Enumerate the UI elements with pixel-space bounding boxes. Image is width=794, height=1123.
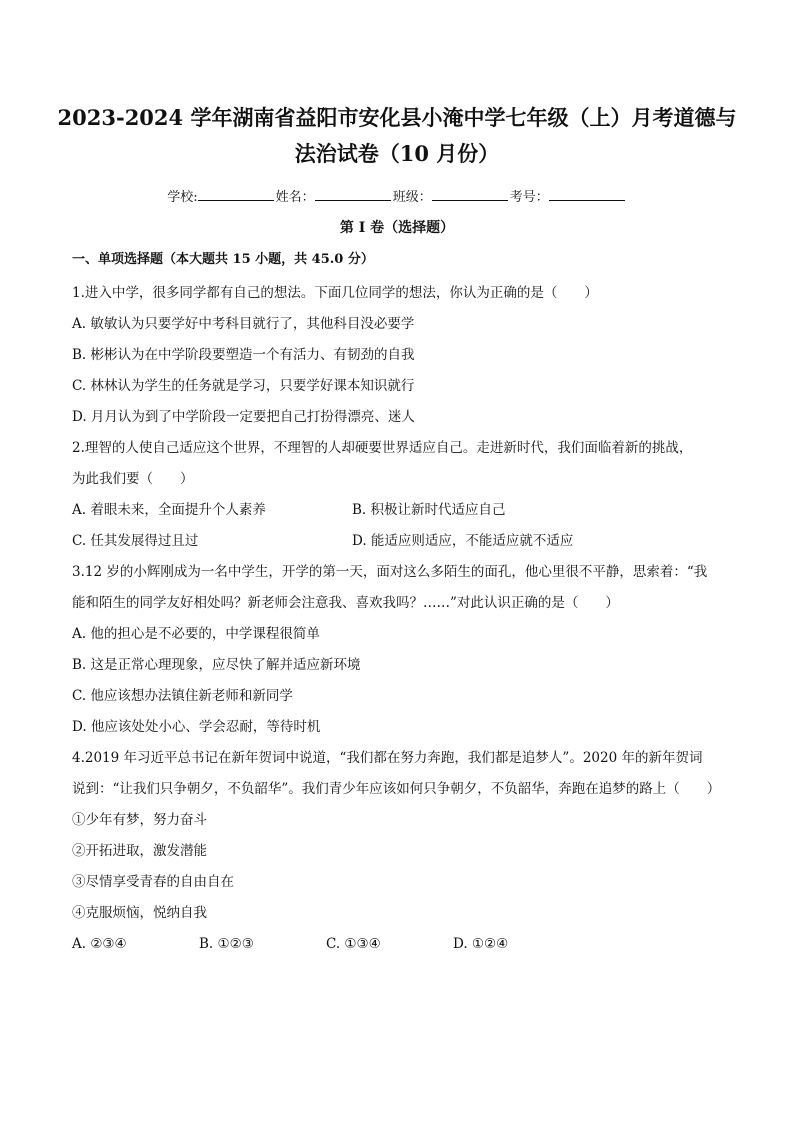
question-stem-continued: 为此我们要（ ） <box>72 471 194 487</box>
statement-1: ①少年有梦，努力奋斗 <box>72 812 207 828</box>
options-row <box>72 929 726 960</box>
option-c: C. 任其发展得过且过 <box>72 533 199 549</box>
question-stem-continued: 说到：“让我们只争朝夕，不负韶华”。我们青少年应该如何只争朝夕，不负韶华，奔跑在追梦的路上（ ） <box>72 781 721 797</box>
class-label: 班级： <box>392 190 432 205</box>
option-a: A. 着眼未来，全面提升个人素养 <box>72 502 266 518</box>
exam-title-line-2: 法治试卷（10 月份） <box>294 141 500 166</box>
school-label: 学校: <box>167 190 198 205</box>
option-d: D. 他应该处处小心、学会忍耐，等待时机 <box>72 719 321 735</box>
exam-title-line-1: 2023-2024 学年湖南省益阳市安化县小淹中学七年级（上）月考道德与 <box>57 105 737 130</box>
option-c: C. ①③④ <box>326 936 381 952</box>
question-stem: 4.2019 年习近平总书记在新年贺词中说道，“我们都在努力奔跑，我们都是追梦人”。2020 年的新年贺词 <box>72 750 703 766</box>
volume-heading: 第 I 卷（选择题） <box>339 220 455 236</box>
part-heading: 一、单项选择题（本大题共 15 小题，共 45.0 分） <box>72 252 374 267</box>
option-c: C. 林林认为学生的任务就是学习，只要学好课本知识就行 <box>72 378 415 394</box>
question-stem: 1.进入中学，很多同学都有自己的想法。下面几位同学的想法，你认为正确的是（ ） <box>72 285 598 301</box>
options-row <box>72 495 726 526</box>
question-stem: 3.12 岁的小辉刚成为一名中学生，开学的第一天，面对这么多陌生的面孔，他心里很不平静，思索着：“我 <box>72 564 708 580</box>
question-2 <box>72 433 726 557</box>
option-d: D. 月月认为到了中学阶段一定要把自己打扮得漂亮、迷人 <box>72 409 415 425</box>
statement-3: ③尽情享受青春的自由自在 <box>72 874 234 890</box>
exam-title <box>40 100 754 172</box>
option-d: D. ①②④ <box>453 936 509 952</box>
question-3 <box>72 557 726 743</box>
school-blank[interactable] <box>198 188 274 201</box>
option-b: B. 积极让新时代适应自己 <box>352 502 506 518</box>
statement-2: ②开拓进取，激发潜能 <box>72 843 207 859</box>
option-a: A. ②③④ <box>72 936 127 952</box>
questions-area <box>72 278 726 960</box>
option-a: A. 敏敏认为只要学好中考科目就行了，其他科目没必要学 <box>72 316 415 332</box>
name-label: 姓名： <box>275 190 315 205</box>
question-1 <box>72 278 726 433</box>
statement-4: ④克服烦恼，悦纳自我 <box>72 905 207 921</box>
question-stem-continued: 能和陌生的同学友好相处吗？新老师会注意我、喜欢我吗？……”对此认识正确的是（ ） <box>72 595 619 611</box>
option-b: B. 彬彬认为在中学阶段要塑造一个有活力、有韧劲的自我 <box>72 347 415 363</box>
option-a: A. 他的担心是不必要的，中学课程很简单 <box>72 626 320 642</box>
name-blank[interactable] <box>315 188 391 201</box>
option-b: B. 这是正常心理现象，应尽快了解并适应新环境 <box>72 657 361 673</box>
class-blank[interactable] <box>432 188 508 201</box>
option-b: B. ①②③ <box>199 936 254 952</box>
question-4 <box>72 743 726 960</box>
student-info-row <box>0 186 794 205</box>
question-stem: 2.理智的人使自己适应这个世界，不理智的人却硬要世界适应自己。走进新时代，我们面临着新的挑战， <box>72 440 693 456</box>
option-d: D. 能适应则适应，不能适应就不适应 <box>352 533 574 549</box>
number-blank[interactable] <box>549 188 625 201</box>
option-c: C. 他应该想办法镇住新老师和新同学 <box>72 688 293 704</box>
options-row <box>72 526 726 557</box>
number-label: 考号： <box>509 190 549 205</box>
